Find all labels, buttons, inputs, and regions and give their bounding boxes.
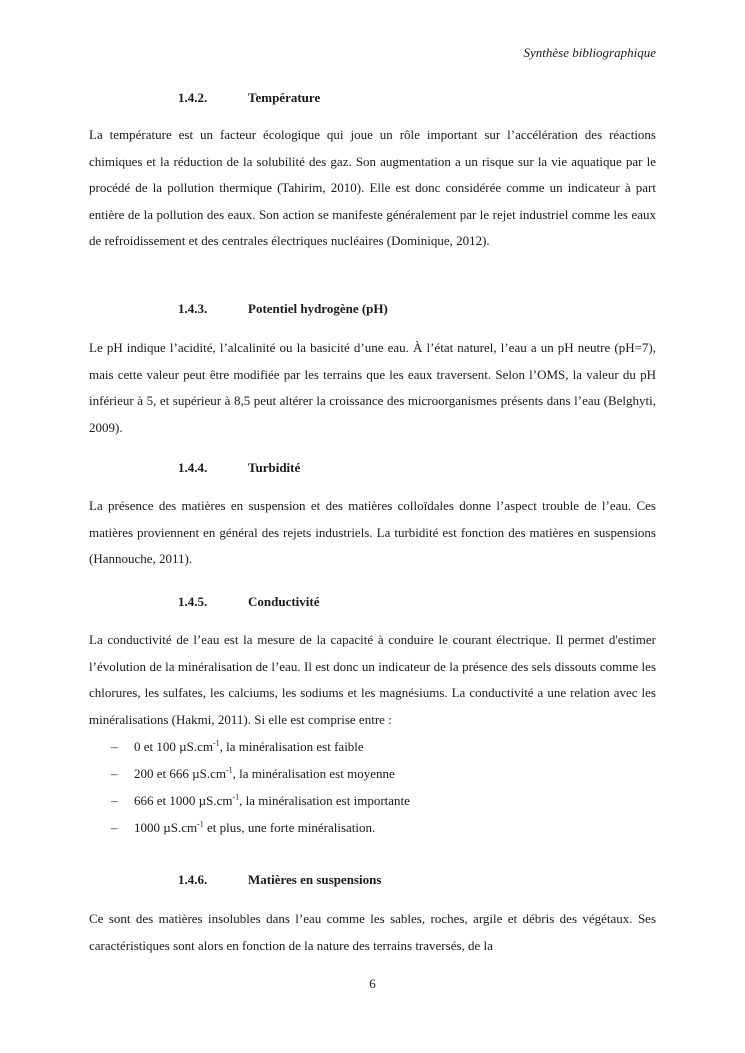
paragraph-matieres-suspension: Ce sont des matières insolubles dans l’eau comme les sables, roches, argile et débris des végétaux. Ses caractéristiques sont alors en fonction de la nature des terrains traversés, de la	[89, 911, 656, 953]
list-item-text-suffix: et plus, une forte minéralisation.	[203, 820, 376, 835]
list-item-text-suffix: , la minéralisation est moyenne	[232, 766, 395, 781]
section-heading-conductivite	[178, 593, 320, 611]
list-item-text: 1000 µS.cm	[134, 820, 198, 835]
list-item-text: 200 et 666 µS.cm	[134, 766, 226, 781]
unit-exponent: -1	[212, 738, 220, 748]
unit-exponent: -1	[225, 765, 233, 775]
section-number: 1.4.6.	[178, 872, 208, 887]
conductivity-range-list	[89, 733, 656, 841]
section-heading-ph	[178, 300, 388, 318]
list-dash: –	[111, 766, 118, 781]
list-item-text: 0 et 100 µS.cm	[134, 739, 213, 754]
list-item	[89, 760, 656, 787]
list-dash: –	[111, 739, 118, 754]
list-item	[89, 733, 656, 760]
page-number: 6	[369, 976, 376, 991]
section-title: Turbidité	[248, 460, 301, 475]
list-item-text-suffix: , la minéralisation est faible	[219, 739, 364, 754]
section-title: Potentiel hydrogène (pH)	[248, 301, 388, 316]
list-item	[89, 814, 656, 841]
paragraph-temperature: La température est un facteur écologique qui joue un rôle important sur l’accélération des réactions chimiques et la réduction de la solubilité des gaz. Son augmentation a un risque sur la vie aquatique par le procédé de la pollution thermique (Tahirim, 2010). Elle est donc considérée comme un indicateur à part entière de la pollution des eaux. Son action se manifeste généralement par le rejet industriel comme les eaux de refroidissement et des centrales électriques nucléaires (Dominique, 2012).	[89, 127, 656, 249]
section-title: Température	[248, 90, 321, 105]
section-title: Matières en suspensions	[248, 872, 382, 887]
paragraph-turbidite: La présence des matières en suspension et des matières colloïdales donne l’aspect trouble de l’eau. Ces matières proviennent en général des rejets industriels. La turbidité est fonction des matières en suspensions (Hannouche, 2011).	[89, 498, 656, 567]
section-heading-turbidite	[178, 459, 300, 477]
section-number: 1.4.2.	[178, 90, 208, 105]
section-heading-matieres-suspension	[178, 871, 381, 889]
section-number: 1.4.5.	[178, 594, 208, 609]
running-header: Synthèse bibliographique	[523, 45, 656, 60]
list-dash: –	[111, 820, 118, 835]
unit-exponent: -1	[197, 819, 204, 829]
paragraph-conductivite: La conductivité de l’eau est la mesure de la capacité à conduire le courant électrique. Il permet d'estimer l’évolution de la minéralisation de l’eau. Il est donc un indicateur de la présence des sels dissouts comme les chlorures, les sulfates, les calciums, les sodiums et les magnésiums. La conductivité a une relation avec les minéralisations (Hakmi, 2011). Si elle est comprise entre :	[89, 632, 656, 727]
list-dash: –	[111, 793, 118, 808]
paragraph-ph: Le pH indique l’acidité, l’alcalinité ou la basicité d’une eau. À l’état naturel, l’eau a un pH neutre (pH=7), mais cette valeur peut être modifiée par les terrains que les eaux traversent. Selon l’OMS, la valeur du pH inférieur à 5, et supérieur à 8,5 peut altérer la croissance des microorganismes présents dans l’eau (Belghyti, 2009).	[89, 340, 656, 435]
section-number: 1.4.3.	[178, 301, 208, 316]
section-heading-temperature	[178, 89, 320, 107]
list-item-text-suffix: , la minéralisation est importante	[239, 793, 410, 808]
list-item	[89, 787, 656, 814]
section-number: 1.4.4.	[178, 460, 208, 475]
unit-exponent: -1	[232, 792, 240, 802]
section-title: Conductivité	[248, 594, 320, 609]
list-item-text: 666 et 1000 µS.cm	[134, 793, 233, 808]
